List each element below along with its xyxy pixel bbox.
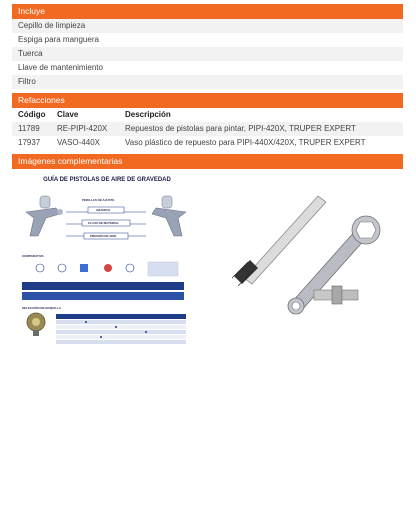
nozzle-table	[56, 314, 186, 348]
nozzle-icon	[24, 310, 48, 338]
seleccion-label: SELECCIÓN DE BOQUILLA	[22, 306, 62, 310]
list-item: Tuerca	[12, 47, 403, 61]
col-descripcion: Descripción	[125, 110, 171, 119]
refacciones-title: Refacciones	[18, 95, 65, 105]
comparison-row	[22, 282, 184, 290]
guide-title: GUÍA DE PISTOLAS DE AIRE DE GRAVEDAD	[43, 177, 171, 183]
list-item: Cepillo de limpieza	[12, 19, 403, 33]
guide-infographic-image[interactable]	[0, 176, 200, 352]
presion-label: PRESIÓN DE AIRE	[90, 234, 117, 238]
fluido-label: FLUJO DE MATERIAL	[88, 221, 119, 225]
table-row: 17937 VASO-440X Vaso plástico de repuesto para PIPI-440X/420X, TRUPER EXPERT	[18, 138, 366, 147]
comparison-icons	[22, 260, 186, 278]
comparativa-label: COMPARATIVA	[22, 254, 44, 258]
col-codigo: Código	[18, 110, 46, 119]
perillas-label: PERILLAS DE AJUSTE	[82, 198, 115, 202]
list-item: Espiga para manguera	[18, 35, 99, 44]
list-item: Llave de mantenimiento	[18, 63, 103, 72]
col-clave: Clave	[57, 110, 79, 119]
imagenes-title: Imágenes complementarias	[18, 156, 123, 166]
imagenes-header	[12, 154, 403, 169]
abanico-label: ABANICO	[96, 208, 110, 212]
refacciones-header	[12, 93, 403, 108]
accessories-image[interactable]	[206, 178, 402, 348]
table-header-row	[12, 108, 403, 122]
incluye-title: Incluye	[18, 6, 45, 16]
table-row: 11789 RE-PIPI-420X Repuestos de pistolas para pintar, PIPI-420X, TRUPER EXPERT	[12, 122, 403, 136]
comparison-row	[22, 292, 184, 300]
incluye-header	[12, 4, 403, 19]
list-item: Filtro	[12, 75, 403, 89]
accessories-illustration	[206, 178, 402, 348]
